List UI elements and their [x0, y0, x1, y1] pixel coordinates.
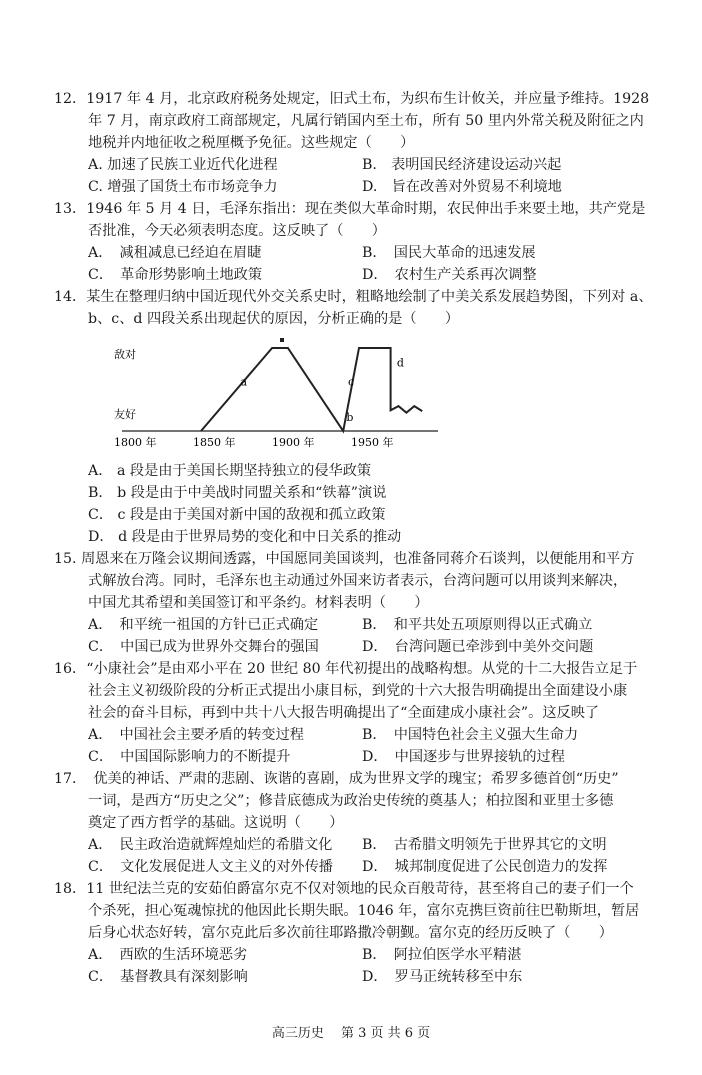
segment-label-d: d [396, 356, 404, 370]
question-13 [54, 198, 654, 286]
question-text: 社会的奋斗目标，再到中共十八大报告明确提出了“全面建成小康社会”。这反映了 [88, 705, 600, 721]
options-row [54, 944, 654, 966]
options-row [54, 856, 654, 878]
question-text: 地税并内地征收之税厘概予免征。这些规定（ ） [88, 135, 415, 151]
option-c[interactable]: C． c 段是由于美国对新中国的敌视和孤立政策 [88, 507, 386, 523]
options-row [54, 614, 654, 636]
question-text: 否批准，今天必须表明态度。这反映了（ ） [88, 223, 386, 239]
option-a[interactable]: A． 西欧的生活环境恶劣 [88, 947, 248, 963]
x-tick-label: 1800 年 [114, 436, 157, 449]
question-text: 17． 优美的神话、严肃的悲剧、诙谐的喜剧，成为世界文学的瑰宝；希罗多德首创“历史” [54, 771, 619, 787]
option-a[interactable]: A. 加速了民族工业近代化进程 [88, 157, 278, 173]
option-b[interactable]: B． b 段是由于中美战时同盟关系和“铁幕”演说 [88, 485, 387, 501]
options-row [54, 242, 654, 264]
option-c[interactable]: C． 中国已成为世界外交舞台的强国 [88, 639, 319, 655]
option-a[interactable]: A． 中国社会主要矛盾的转变过程 [88, 727, 304, 743]
question-text: 16．“小康社会”是由邓小平在 20 世纪 80 年代初提出的战略构想。从党的十二大报告立足于 [54, 661, 638, 677]
question-text: 14．某生在整理归纳中国近现代外交关系史时，粗略地绘制了中美关系发展趋势图，下列对 a、 [54, 289, 653, 305]
x-tick-label: 1850 年 [193, 436, 236, 449]
option-b[interactable]: B． 国民大革命的迅速发展 [362, 245, 536, 261]
question-text: 个杀死，担心冤魂惊扰的他因此长期失眠。1046 年，富尔克携巨资前往巴勒斯坦，暂居 [88, 903, 640, 919]
chart-svg [108, 338, 448, 450]
options-row [54, 154, 654, 176]
option-d[interactable]: D． 台湾问题已牵涉到中美外交问题 [362, 639, 594, 655]
peak-mark [280, 338, 284, 342]
page-footer: 高三历史 第 3 页 共 6 页 [271, 1026, 431, 1041]
segment-label-a: a [240, 375, 248, 389]
question-text: 12．1917 年 4 月，北京政府税务处规定，旧式土布，为织布生计攸关，并应量予维持。1928 [54, 91, 650, 107]
option-a[interactable]: A． 减租减息已经迫在眉睫 [88, 245, 262, 261]
option-a[interactable]: A． a 段是由于美国长期坚持独立的侵华政策 [88, 463, 372, 479]
options-row [54, 636, 654, 658]
question-text: 15. 周恩来在万隆会议期间透露，中国愿同美国谈判，也准备同蒋介石谈判，以便能用和平方 [54, 551, 635, 567]
question-text: b、c、d 四段关系出现起伏的原因，分析正确的是（ ） [88, 311, 460, 327]
options-row [54, 724, 654, 746]
option-d[interactable]: D． d 段是由于世界局势的变化和中日关系的推动 [88, 529, 402, 545]
option-a[interactable]: A． 和平统一祖国的方针已正式确定 [88, 617, 319, 633]
options-row [54, 176, 654, 198]
question-17 [54, 768, 654, 878]
question-text: 社会主义初级阶段的分析正式提出小康目标，到党的十六大报告明确提出全面建设小康 [88, 683, 628, 699]
option-c[interactable]: C． 基督教具有深刻影响 [88, 969, 248, 985]
question-16 [54, 658, 654, 768]
question-text: 一词，是西方“历史之父”；修昔底德成为政治史传统的奠基人；柏拉图和亚里士多德 [88, 793, 614, 809]
question-text: 奠定了西方哲学的基础。这说明（ ） [88, 815, 344, 831]
option-c[interactable]: C． 革命形势影响土地政策 [88, 267, 263, 283]
option-d[interactable]: D． 农村生产关系再次调整 [362, 267, 537, 283]
question-15 [54, 548, 654, 658]
y-label-friendly: 友好 [114, 408, 136, 421]
option-c[interactable]: C. 增强了国货土布市场竞争力 [88, 179, 278, 195]
question-14-options [54, 460, 654, 548]
segment-label-b: b [346, 411, 354, 425]
us-china-relations-chart [108, 338, 448, 450]
options-row [54, 264, 654, 286]
options-row [54, 834, 654, 856]
option-d[interactable]: D． 中国逐步与世界接轨的过程 [362, 749, 565, 765]
question-text: 后身心状态好转，富尔克此后多次前往耶路撒冷朝觐。富尔克的经历反映了（ ） [88, 925, 613, 941]
option-c[interactable]: C． 文化发展促进人文主义的对外传播 [88, 859, 333, 875]
segment-label-c: c [347, 375, 355, 389]
option-b[interactable]: B． 阿拉伯医学水平精湛 [362, 947, 522, 963]
options-row [54, 966, 654, 988]
option-c[interactable]: C． 中国国际影响力的不断提升 [88, 749, 291, 765]
option-d[interactable]: D． 城邦制度促进了公民创造力的发挥 [362, 859, 608, 875]
question-text: 13．1946 年 5 月 4 日，毛泽东指出：现在类似大革命时期，农民伸出手来要土地，共产党是 [54, 201, 646, 217]
option-d[interactable]: D． 罗马正统转移至中东 [362, 969, 523, 985]
x-tick-label: 1900 年 [272, 436, 315, 449]
question-12 [54, 88, 654, 198]
option-b[interactable]: B． 古希腊文明领先于世界其它的文明 [362, 837, 607, 853]
question-text: 式解放台湾。同时，毛泽东也主动通过外国来访者表示，台湾问题可以用谈判来解决， [88, 573, 628, 589]
y-label-hostile: 敌对 [114, 348, 136, 361]
question-text: 18．11 世纪法兰克的安茹伯爵富尔克不仅对领地的民众百般苛待，甚至将自己的妻子们一个 [54, 881, 634, 897]
option-b[interactable]: B． 和平共处五项原则得以正式确立 [362, 617, 593, 633]
option-a[interactable]: A． 民主政治造就辉煌灿烂的希腊文化 [88, 837, 333, 853]
option-b[interactable]: B. 表明国民经济建设运动兴起 [362, 157, 562, 173]
relations-line [201, 348, 422, 431]
question-14 [54, 286, 654, 330]
options-row [54, 746, 654, 768]
question-text: 年 7 月，南京政府工商部规定，凡属行销国内至土布，所有 50 里内外常关税及附征之内 [88, 113, 644, 129]
option-d[interactable]: D. 旨在改善对外贸易不利境地 [362, 179, 562, 195]
question-text: 中国尤其希望和美国签订和平条约。材料表明（ ） [88, 595, 429, 611]
x-tick-label: 1950 年 [351, 436, 394, 449]
option-b[interactable]: B． 中国特色社会主义强大生命力 [362, 727, 579, 743]
question-18 [54, 878, 654, 988]
